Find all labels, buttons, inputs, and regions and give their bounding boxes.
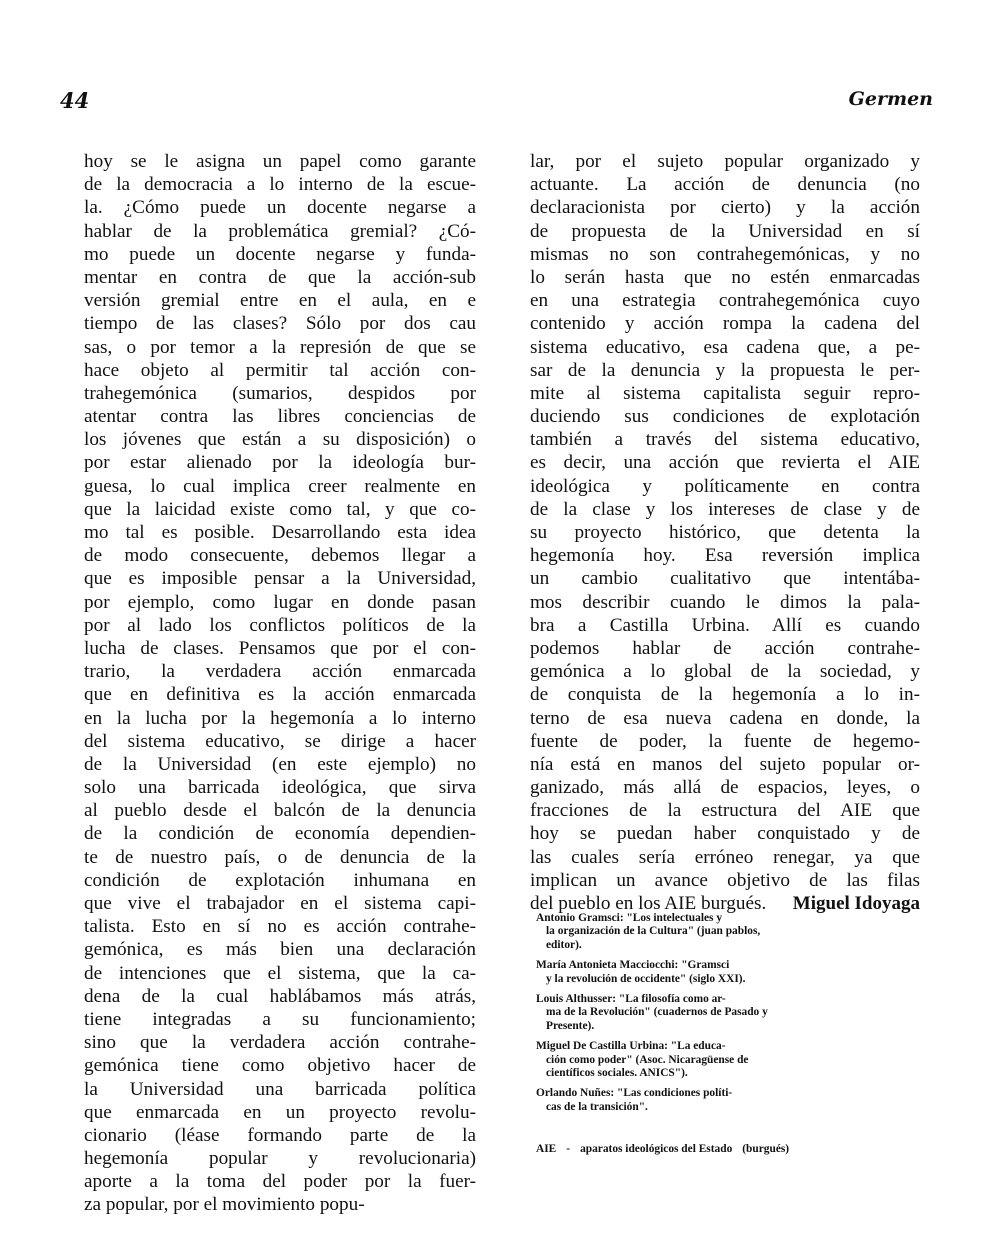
text-line: mos describir cuando le dimos la pala- (530, 591, 920, 613)
text-line: hegemonía popular y revolucionaria) (84, 1148, 476, 1170)
reference-item (536, 1087, 798, 1114)
text-line: cionario (léase formando parte de la (84, 1124, 476, 1146)
reference-first-line: Antonio Gramsci: "Los intelectuales y (536, 912, 723, 924)
text-line: de propuesta de la Universidad en sí (530, 220, 920, 242)
text-line: sas, o por temor a la represión de que se (84, 336, 476, 358)
text-line: za popular, por el movimiento popu- (84, 1194, 365, 1216)
text-line: tiene integradas a su funcionamiento; (84, 1008, 476, 1030)
text-line: al pueblo desde el balcón de la denuncia (84, 800, 476, 822)
text-line: por al lado los conflictos políticos de la (84, 614, 476, 636)
text-line: fracciones de la estructura del AIE que (530, 800, 920, 822)
text-line: versión gremial entre en el aula, en e (84, 290, 476, 312)
text-line: trario, la verdadera acción enmarcada (84, 661, 476, 683)
reference-item (536, 1040, 798, 1080)
text-line: hablar de la problemática gremial? ¿Có- (84, 220, 476, 242)
text-line: condición de explotación inhumana en (84, 869, 476, 891)
text-line: de intenciones que el sistema, que la ca- (84, 962, 476, 984)
text-line: mo tal es posible. Desarrollando esta idea (84, 522, 476, 543)
reference-item (536, 912, 798, 952)
text-line: hoy se le asigna un papel como garante (84, 151, 476, 172)
text-line: la. ¿Cómo puede un docente negarse a (84, 197, 476, 219)
text-line: sistema educativo, esa cadena que, a pe- (530, 336, 920, 358)
reference-first-line: Louis Althusser: "La filosofía como ar- (536, 993, 726, 1006)
text-line: de la Universidad (en este ejemplo) no (84, 753, 476, 775)
page-header (60, 88, 933, 118)
journal-title: Germen (848, 88, 933, 110)
text-line: los jóvenes que están a su disposición) o (84, 429, 476, 451)
text-line: gemónica a lo global de la sociedad, y (530, 661, 920, 683)
aie-dash: - (566, 1143, 571, 1155)
text-line: de conquista de la hegemonía a lo in- (530, 684, 920, 706)
reference-continuation: ción como poder" (Asoc. Nicaragüense de científicos sociales. ANICS"). (546, 1053, 749, 1080)
page-number: 44 (60, 88, 90, 113)
text-line: terno de esa nueva cadena en donde, la (530, 707, 920, 729)
text-line: declaracionista por cierto) y la acción (530, 197, 920, 219)
text-line: lo serán hasta que no estén enmarcadas (530, 266, 920, 288)
text-line: fuente de poder, la fuente de hegemo- (530, 730, 920, 752)
text-line: atentar contra las libres conciencias de (84, 406, 476, 428)
text-line: ideológica y políticamente en contra (530, 475, 920, 497)
text-line: de la condición de economía dependien- (84, 823, 476, 845)
reference-continuation: y la revolución de occidente" (siglo XXI). (546, 972, 746, 985)
text-line: implican un avance objetivo de las filas (530, 869, 920, 891)
author-signature: Miguel Idoyaga (792, 893, 920, 914)
text-line: ganizado, más allá de espacios, leyes, o (530, 777, 920, 799)
aie-footnote (536, 1143, 799, 1155)
text-line: guesa, lo cual implica creer realmente en (84, 475, 476, 497)
text-line: de la clase y los intereses de clase y de (530, 498, 920, 520)
text-line: mo puede un docente negarse y funda- (84, 243, 476, 265)
text-line: hace objeto al permitir tal acción con- (84, 359, 476, 381)
text-line: tiempo de las clases? Sólo por dos cau (84, 313, 476, 335)
text-line: mite al sistema capitalista seguir repro- (530, 382, 920, 404)
text-line: que vive el trabajador en el sistema capi- (84, 893, 476, 914)
text-line: gemónica, es más bien una declaración (84, 939, 476, 961)
text-line: aporte a la toma del poder por la fuer- (84, 1171, 476, 1193)
text-line: dena de la cual hablábamos más atrás, (84, 985, 476, 1007)
text-line: que es imposible pensar a la Universidad, (84, 568, 476, 590)
text-line: sar de la denuncia y la propuesta le per- (530, 359, 920, 381)
aie-definition: aparatos ideológicos del Estado (580, 1143, 733, 1155)
text-line: un cambio cualitativo que intentába- (530, 568, 920, 590)
text-line: su proyecto histórico, que detenta la (530, 522, 920, 543)
text-line: mismas no son contrahegemónicas, y no (530, 243, 920, 265)
text-line: nía está en manos del sujeto popular or- (530, 753, 920, 775)
references-list (536, 912, 798, 1121)
text-line: sino que la verdadera acción contrahe- (84, 1032, 476, 1054)
reference-item (536, 993, 798, 1033)
text-line: podemos hablar de acción contrahe- (530, 637, 920, 659)
aie-suffix: (burgués) (742, 1143, 790, 1155)
text-line: hegemonía hoy. Esa reversión implica (530, 545, 920, 567)
text-line: trahegemónica (sumarios, despidos por (84, 382, 476, 404)
reference-continuation: la organización de la Cultura" (juan pablos, editor). (546, 925, 761, 951)
text-line: actuante. La acción de denuncia (no (530, 174, 920, 196)
text-line: en la lucha por la hegemonía a lo interno (84, 707, 476, 729)
text-line: por estar alienado por la ideología bur- (84, 452, 476, 474)
text-line: contenido y acción rompa la cadena del (530, 313, 920, 335)
text-line: de la democracia a lo interno de la escue- (84, 174, 476, 196)
left-text-column (84, 150, 476, 1217)
text-line: bra a Castilla Urbina. Allí es cuando (530, 614, 920, 636)
text-line: te de nuestro país, o de denuncia de la (84, 846, 476, 868)
text-line: también a través del sistema educativo, (530, 429, 920, 451)
reference-item (536, 959, 798, 986)
text-line: de modo consecuente, debemos llegar a (84, 545, 476, 567)
text-line: duciendo sus condiciones de explotación (530, 406, 920, 428)
text-line: del sistema educativo, se dirige a hacer (84, 730, 476, 752)
reference-continuation: cas de la transición". (546, 1100, 648, 1113)
text-line: lar, por el sujeto popular organizado y (530, 151, 920, 172)
text-line: las cuales sería erróneo renegar, ya que (530, 846, 920, 868)
aie-abbreviation: AIE (536, 1143, 557, 1155)
text-line: solo una barricada ideológica, que sirva (84, 777, 476, 799)
text-line: mentar en contra de que la acción-sub (84, 266, 476, 288)
text-line: talista. Esto en sí no es acción contrahe- (84, 916, 476, 938)
text-line: en una estrategia contrahegemónica cuyo (530, 290, 920, 312)
right-text-column (530, 150, 920, 915)
text-line: que enmarcada en un proyecto revolu- (84, 1101, 476, 1123)
reference-first-line: María Antonieta Macciocchi: "Gramsci (536, 959, 730, 972)
text-line: la Universidad una barricada política (84, 1078, 476, 1100)
text-line: lucha de clases. Pensamos que por el con- (84, 637, 476, 659)
reference-first-line: Orlando Nuñes: "Las condiciones políti- (536, 1087, 733, 1100)
text-line: que la laicidad existe como tal, y que co- (84, 498, 476, 520)
reference-first-line: Miguel De Castilla Urbina: "La educa- (536, 1040, 726, 1053)
text-line: hoy se puedan haber conquistado y de (530, 823, 920, 845)
text-line: gemónica tiene como objetivo hacer de (84, 1055, 476, 1077)
text-line: es decir, una acción que revierta el AIE (530, 452, 920, 474)
reference-continuation: ma de la Revolución" (cuadernos de Pasado y Presente). (546, 1006, 768, 1032)
text-line: que en definitiva es la acción enmarcada (84, 684, 476, 706)
text-line: por ejemplo, como lugar en donde pasan (84, 591, 476, 613)
text-line: del pueblo en los AIE burgués. (530, 893, 767, 914)
